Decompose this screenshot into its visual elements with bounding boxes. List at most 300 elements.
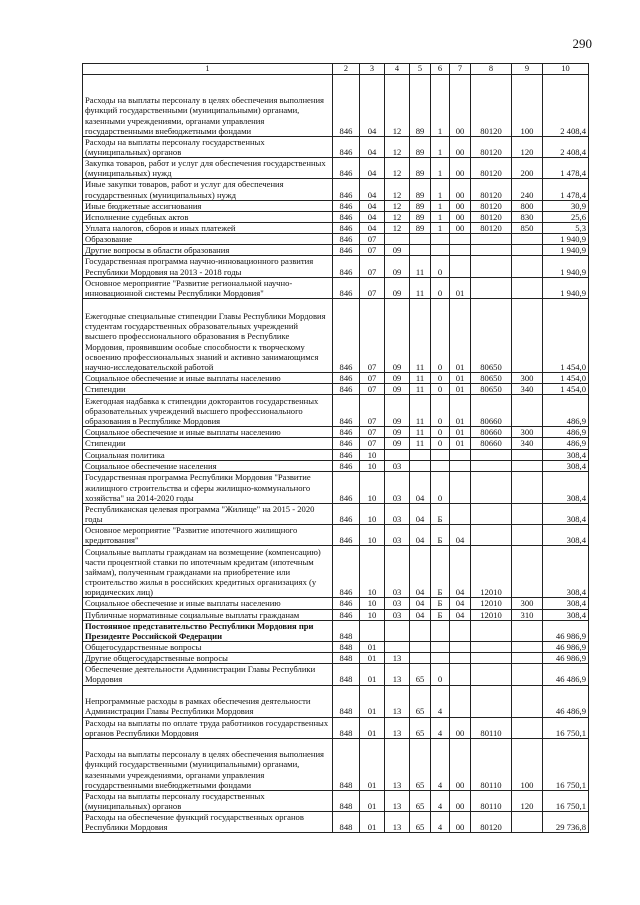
table-row (83, 179, 589, 200)
subprogram-code-cell: 1 (431, 179, 450, 200)
amount-cell: 46 986,9 (543, 653, 589, 664)
admin-code-cell: 846 (333, 609, 360, 620)
amount-cell: 46 986,9 (543, 641, 589, 652)
item-name-cell: Расходы на выплаты персоналу государственных (муниципальных) органов (83, 136, 333, 157)
expense-type-code-cell: 100 (512, 74, 543, 136)
subprogram-code-cell: 1 (431, 158, 450, 179)
direction-code-cell: 80110 (471, 738, 512, 790)
event-code-cell (450, 234, 471, 245)
subsection-code-cell: 09 (385, 256, 410, 277)
admin-code-cell: 846 (333, 179, 360, 200)
table-row (83, 223, 589, 234)
amount-cell: 486,9 (543, 438, 589, 449)
amount-cell: 308,4 (543, 449, 589, 460)
amount-cell: 29 736,8 (543, 812, 589, 833)
section-code-cell: 04 (360, 74, 385, 136)
event-code-cell: 04 (450, 546, 471, 598)
event-code-cell (450, 256, 471, 277)
section-code-cell: 01 (360, 653, 385, 664)
direction-code-cell: 80120 (471, 158, 512, 179)
section-code-cell: 07 (360, 373, 385, 384)
program-code-cell (410, 620, 431, 641)
amount-cell: 308,4 (543, 609, 589, 620)
subprogram-code-cell: 0 (431, 373, 450, 384)
direction-code-cell: 80110 (471, 790, 512, 811)
expense-type-code-cell (512, 525, 543, 546)
admin-code-cell: 846 (333, 373, 360, 384)
section-code-cell (360, 620, 385, 641)
subprogram-code-cell (431, 449, 450, 460)
section-code-cell: 04 (360, 179, 385, 200)
header-cell-6: 6 (431, 64, 450, 75)
expense-type-code-cell (512, 641, 543, 652)
item-name-cell: Другие вопросы в области образования (83, 245, 333, 256)
subsection-code-cell: 09 (385, 299, 410, 373)
section-code-cell: 04 (360, 158, 385, 179)
program-code-cell (410, 449, 431, 460)
direction-code-cell (471, 503, 512, 524)
page-number: 290 (572, 36, 592, 51)
event-code-cell: 00 (450, 738, 471, 790)
event-code-cell: 04 (450, 598, 471, 609)
program-code-cell: 65 (410, 790, 431, 811)
amount-cell: 308,4 (543, 460, 589, 471)
program-code-cell: 11 (410, 373, 431, 384)
subprogram-code-cell (431, 460, 450, 471)
item-name-cell: Стипендии (83, 384, 333, 395)
section-code-cell: 07 (360, 427, 385, 438)
direction-code-cell: 80110 (471, 717, 512, 738)
expense-type-code-cell (512, 449, 543, 460)
header-cell-3: 3 (360, 64, 385, 75)
item-name-cell: Публичные нормативные социальные выплаты гражданам (83, 609, 333, 620)
amount-cell: 308,4 (543, 546, 589, 598)
subprogram-code-cell: Б (431, 546, 450, 598)
section-code-cell: 01 (360, 685, 385, 717)
subprogram-code-cell: 1 (431, 74, 450, 136)
expense-type-code-cell (512, 245, 543, 256)
subsection-code-cell: 13 (385, 664, 410, 685)
section-code-cell: 01 (360, 790, 385, 811)
section-code-cell: 04 (360, 200, 385, 211)
table-row (83, 234, 589, 245)
subsection-code-cell: 12 (385, 158, 410, 179)
subprogram-code-cell (431, 641, 450, 652)
section-code-cell: 10 (360, 598, 385, 609)
event-code-cell: 01 (450, 299, 471, 373)
section-code-cell: 10 (360, 546, 385, 598)
table-row (83, 384, 589, 395)
program-code-cell: 89 (410, 200, 431, 211)
table-row (83, 460, 589, 471)
table-row (83, 546, 589, 598)
admin-code-cell: 846 (333, 384, 360, 395)
table-row (83, 609, 589, 620)
direction-code-cell: 80660 (471, 427, 512, 438)
event-code-cell: 01 (450, 384, 471, 395)
amount-cell: 1 454,0 (543, 373, 589, 384)
direction-code-cell (471, 620, 512, 641)
direction-code-cell (471, 653, 512, 664)
section-code-cell: 04 (360, 136, 385, 157)
direction-code-cell: 80120 (471, 223, 512, 234)
event-code-cell: 00 (450, 136, 471, 157)
direction-code-cell: 80650 (471, 373, 512, 384)
program-code-cell (410, 641, 431, 652)
program-code-cell (410, 460, 431, 471)
table-row (83, 717, 589, 738)
item-name-cell: Расходы на обеспечение функций государственных органов Республики Мордовия (83, 812, 333, 833)
event-code-cell: 01 (450, 438, 471, 449)
amount-cell: 1 454,0 (543, 384, 589, 395)
table-row (83, 664, 589, 685)
subsection-code-cell: 03 (385, 546, 410, 598)
amount-cell: 5,3 (543, 223, 589, 234)
subprogram-code-cell (431, 653, 450, 664)
admin-code-cell: 846 (333, 234, 360, 245)
admin-code-cell: 846 (333, 136, 360, 157)
direction-code-cell (471, 525, 512, 546)
section-code-cell: 07 (360, 245, 385, 256)
event-code-cell (450, 685, 471, 717)
direction-code-cell: 12010 (471, 609, 512, 620)
section-code-cell: 07 (360, 438, 385, 449)
table-row (83, 503, 589, 524)
subsection-code-cell: 03 (385, 525, 410, 546)
item-name-cell: Государственная программа научно-инновационного развития Республики Мордовия на 2013 - 2018 годы (83, 256, 333, 277)
expense-type-code-cell (512, 256, 543, 277)
amount-cell: 1 940,9 (543, 277, 589, 298)
event-code-cell: 01 (450, 427, 471, 438)
program-code-cell: 65 (410, 812, 431, 833)
amount-cell: 1 940,9 (543, 234, 589, 245)
subprogram-code-cell (431, 234, 450, 245)
subsection-code-cell: 13 (385, 738, 410, 790)
amount-cell: 46 486,9 (543, 685, 589, 717)
subsection-code-cell: 09 (385, 438, 410, 449)
table-row (83, 598, 589, 609)
subsection-code-cell: 12 (385, 179, 410, 200)
item-name-cell: Непрограммные расходы в рамках обеспечения деятельности Администрации Главы Республики Мордовия (83, 685, 333, 717)
direction-code-cell: 80120 (471, 211, 512, 222)
subprogram-code-cell: 0 (431, 664, 450, 685)
amount-cell: 1 940,9 (543, 245, 589, 256)
section-code-cell: 10 (360, 503, 385, 524)
item-name-cell: Основное мероприятие "Развитие региональной научно-инновационной системы Республики Мордовия" (83, 277, 333, 298)
direction-code-cell (471, 641, 512, 652)
expense-type-code-cell: 300 (512, 427, 543, 438)
subprogram-code-cell: Б (431, 598, 450, 609)
subprogram-code-cell: 0 (431, 438, 450, 449)
admin-code-cell: 846 (333, 395, 360, 427)
amount-cell: 1 478,4 (543, 179, 589, 200)
program-code-cell: 89 (410, 136, 431, 157)
item-name-cell: Постоянное представительство Республики Мордовия при Президенте Российской Федерации (83, 620, 333, 641)
admin-code-cell: 846 (333, 223, 360, 234)
event-code-cell (450, 449, 471, 460)
amount-cell: 308,4 (543, 471, 589, 503)
program-code-cell: 89 (410, 211, 431, 222)
subsection-code-cell: 13 (385, 685, 410, 717)
subprogram-code-cell: 0 (431, 256, 450, 277)
subprogram-code-cell: 1 (431, 211, 450, 222)
budget-table (82, 63, 589, 833)
subsection-code-cell: 12 (385, 74, 410, 136)
section-code-cell: 10 (360, 471, 385, 503)
admin-code-cell: 846 (333, 158, 360, 179)
section-code-cell: 10 (360, 449, 385, 460)
item-name-cell: Социальное обеспечение населения (83, 460, 333, 471)
program-code-cell: 11 (410, 427, 431, 438)
admin-code-cell: 848 (333, 641, 360, 652)
item-name-cell: Расходы на выплаты по оплате труда работников государственных органов Республики Мордовия (83, 717, 333, 738)
program-code-cell (410, 234, 431, 245)
table-row (83, 427, 589, 438)
program-code-cell: 65 (410, 685, 431, 717)
item-name-cell: Обеспечение деятельности Администрации Главы Республики Мордовия (83, 664, 333, 685)
expense-type-code-cell (512, 717, 543, 738)
subprogram-code-cell (431, 245, 450, 256)
subprogram-code-cell: 1 (431, 136, 450, 157)
amount-cell: 308,4 (543, 598, 589, 609)
expense-type-code-cell (512, 299, 543, 373)
event-code-cell (450, 653, 471, 664)
event-code-cell (450, 245, 471, 256)
event-code-cell: 00 (450, 812, 471, 833)
subprogram-code-cell: 0 (431, 384, 450, 395)
section-code-cell: 01 (360, 641, 385, 652)
admin-code-cell: 848 (333, 664, 360, 685)
subprogram-code-cell: Б (431, 503, 450, 524)
header-cell-2: 2 (333, 64, 360, 75)
item-name-cell: Государственная программа Республики Мордовия "Развитие жилищного строительства и сферы жилищно-коммунального хозяйства" на 2014-2020 годы (83, 471, 333, 503)
table-row (83, 438, 589, 449)
item-name-cell: Исполнение судебных актов (83, 211, 333, 222)
admin-code-cell: 846 (333, 211, 360, 222)
program-code-cell: 89 (410, 223, 431, 234)
expense-type-code-cell: 830 (512, 211, 543, 222)
item-name-cell: Другие общегосударственные вопросы (83, 653, 333, 664)
direction-code-cell: 80120 (471, 179, 512, 200)
item-name-cell: Образование (83, 234, 333, 245)
admin-code-cell: 848 (333, 717, 360, 738)
section-code-cell: 07 (360, 384, 385, 395)
table-row (83, 299, 589, 373)
admin-code-cell: 846 (333, 277, 360, 298)
event-code-cell (450, 503, 471, 524)
event-code-cell: 01 (450, 395, 471, 427)
admin-code-cell: 848 (333, 620, 360, 641)
event-code-cell: 00 (450, 158, 471, 179)
subprogram-code-cell (431, 620, 450, 641)
section-code-cell: 07 (360, 395, 385, 427)
direction-code-cell: 80120 (471, 812, 512, 833)
program-code-cell: 11 (410, 395, 431, 427)
amount-cell: 308,4 (543, 503, 589, 524)
expense-type-code-cell (512, 620, 543, 641)
section-code-cell: 01 (360, 738, 385, 790)
subsection-code-cell: 12 (385, 223, 410, 234)
header-cell-4: 4 (385, 64, 410, 75)
subsection-code-cell: 12 (385, 211, 410, 222)
table-row (83, 245, 589, 256)
expense-type-code-cell: 850 (512, 223, 543, 234)
subprogram-code-cell: 4 (431, 717, 450, 738)
section-code-cell: 10 (360, 460, 385, 471)
event-code-cell: 00 (450, 211, 471, 222)
event-code-cell: 00 (450, 74, 471, 136)
section-code-cell: 07 (360, 299, 385, 373)
table-row (83, 277, 589, 298)
program-code-cell: 11 (410, 256, 431, 277)
direction-code-cell: 80650 (471, 299, 512, 373)
event-code-cell: 00 (450, 223, 471, 234)
direction-code-cell (471, 685, 512, 717)
program-code-cell: 65 (410, 738, 431, 790)
amount-cell: 486,9 (543, 427, 589, 438)
subsection-code-cell: 09 (385, 395, 410, 427)
table-row (83, 256, 589, 277)
expense-type-code-cell (512, 653, 543, 664)
item-name-cell: Ежегодные специальные стипендии Главы Республики Мордовия студентам государственных образовательных учреждений высшего профессионального образования в Республике Мордовия, проявившим особые способности к творческому освоению профессиональных знаний и активно занимающимся научно-исследовательской работой (83, 299, 333, 373)
admin-code-cell: 846 (333, 460, 360, 471)
admin-code-cell: 848 (333, 685, 360, 717)
item-name-cell: Социальное обеспечение и иные выплаты населению (83, 598, 333, 609)
item-name-cell: Ежегодная надбавка к стипендии докторантов государственных образовательных учреждений высшего профессионального образования в Республике Мордовия (83, 395, 333, 427)
event-code-cell: 01 (450, 373, 471, 384)
direction-code-cell: 80660 (471, 395, 512, 427)
table-row (83, 641, 589, 652)
subsection-code-cell (385, 620, 410, 641)
program-code-cell: 89 (410, 158, 431, 179)
event-code-cell: 00 (450, 717, 471, 738)
admin-code-cell: 848 (333, 790, 360, 811)
expense-type-code-cell (512, 395, 543, 427)
event-code-cell (450, 664, 471, 685)
table-body (83, 74, 589, 832)
amount-cell: 16 750,1 (543, 717, 589, 738)
table-row (83, 620, 589, 641)
expense-type-code-cell: 340 (512, 438, 543, 449)
direction-code-cell: 12010 (471, 546, 512, 598)
item-name-cell: Расходы на выплаты персоналу в целях обеспечения выполнения функций государственными (муниципальными) органами, казенными учреждениями, органами управления государственными внебюджетными фондами (83, 74, 333, 136)
admin-code-cell: 848 (333, 812, 360, 833)
direction-code-cell: 80120 (471, 200, 512, 211)
program-code-cell: 11 (410, 277, 431, 298)
event-code-cell: 00 (450, 200, 471, 211)
subsection-code-cell: 09 (385, 245, 410, 256)
program-code-cell: 11 (410, 384, 431, 395)
admin-code-cell: 846 (333, 200, 360, 211)
header-cell-10: 10 (543, 64, 589, 75)
amount-cell: 308,4 (543, 525, 589, 546)
expense-type-code-cell: 310 (512, 609, 543, 620)
subprogram-code-cell: 0 (431, 299, 450, 373)
item-name-cell: Социальное обеспечение и иные выплаты населению (83, 373, 333, 384)
subsection-code-cell: 03 (385, 471, 410, 503)
expense-type-code-cell: 300 (512, 598, 543, 609)
subprogram-code-cell: 0 (431, 277, 450, 298)
subsection-code-cell: 03 (385, 598, 410, 609)
program-code-cell: 04 (410, 471, 431, 503)
program-code-cell: 11 (410, 438, 431, 449)
admin-code-cell: 846 (333, 256, 360, 277)
program-code-cell: 04 (410, 598, 431, 609)
admin-code-cell: 846 (333, 598, 360, 609)
table-row (83, 136, 589, 157)
expense-type-code-cell (512, 685, 543, 717)
expense-type-code-cell: 800 (512, 200, 543, 211)
program-code-cell (410, 245, 431, 256)
section-code-cell: 07 (360, 256, 385, 277)
admin-code-cell: 846 (333, 245, 360, 256)
admin-code-cell: 846 (333, 299, 360, 373)
admin-code-cell: 848 (333, 738, 360, 790)
expense-type-code-cell: 340 (512, 384, 543, 395)
table-row (83, 653, 589, 664)
table-row (83, 525, 589, 546)
item-name-cell: Расходы на выплаты персоналу в целях обеспечения выполнения функций государственными (муниципальными) органами, казенными учреждениями, органами управления государственными внебюджетными фондами (83, 738, 333, 790)
item-name-cell: Основное мероприятие "Развитие ипотечного жилищного кредитования" (83, 525, 333, 546)
expense-type-code-cell (512, 471, 543, 503)
table-header-row (83, 64, 589, 75)
section-code-cell: 01 (360, 812, 385, 833)
direction-code-cell: 12010 (471, 598, 512, 609)
subprogram-code-cell: 0 (431, 471, 450, 503)
subsection-code-cell: 03 (385, 460, 410, 471)
expense-type-code-cell: 300 (512, 373, 543, 384)
subsection-code-cell: 13 (385, 790, 410, 811)
expense-type-code-cell: 100 (512, 738, 543, 790)
subprogram-code-cell: 0 (431, 395, 450, 427)
table-row (83, 471, 589, 503)
header-cell-9: 9 (512, 64, 543, 75)
program-code-cell (410, 653, 431, 664)
amount-cell: 16 750,1 (543, 738, 589, 790)
section-code-cell: 10 (360, 525, 385, 546)
program-code-cell: 11 (410, 299, 431, 373)
section-code-cell: 10 (360, 609, 385, 620)
event-code-cell (450, 460, 471, 471)
subsection-code-cell (385, 641, 410, 652)
expense-type-code-cell (512, 812, 543, 833)
subsection-code-cell: 09 (385, 427, 410, 438)
amount-cell: 2 408,4 (543, 136, 589, 157)
direction-code-cell (471, 277, 512, 298)
subprogram-code-cell: 0 (431, 427, 450, 438)
event-code-cell: 00 (450, 179, 471, 200)
table-row (83, 158, 589, 179)
program-code-cell: 65 (410, 717, 431, 738)
item-name-cell: Уплата налогов, сборов и иных платежей (83, 223, 333, 234)
direction-code-cell (471, 471, 512, 503)
expense-type-code-cell: 200 (512, 158, 543, 179)
program-code-cell: 04 (410, 609, 431, 620)
item-name-cell: Иные бюджетные ассигнования (83, 200, 333, 211)
subsection-code-cell (385, 449, 410, 460)
expense-type-code-cell (512, 460, 543, 471)
program-code-cell: 65 (410, 664, 431, 685)
direction-code-cell (471, 460, 512, 471)
expense-type-code-cell (512, 546, 543, 598)
item-name-cell: Иные закупки товаров, работ и услуг для обеспечения государственных (муниципальных) нужд (83, 179, 333, 200)
table-row (83, 200, 589, 211)
subsection-code-cell: 12 (385, 136, 410, 157)
subprogram-code-cell: 4 (431, 790, 450, 811)
expense-type-code-cell: 120 (512, 136, 543, 157)
section-code-cell: 04 (360, 211, 385, 222)
amount-cell: 30,9 (543, 200, 589, 211)
